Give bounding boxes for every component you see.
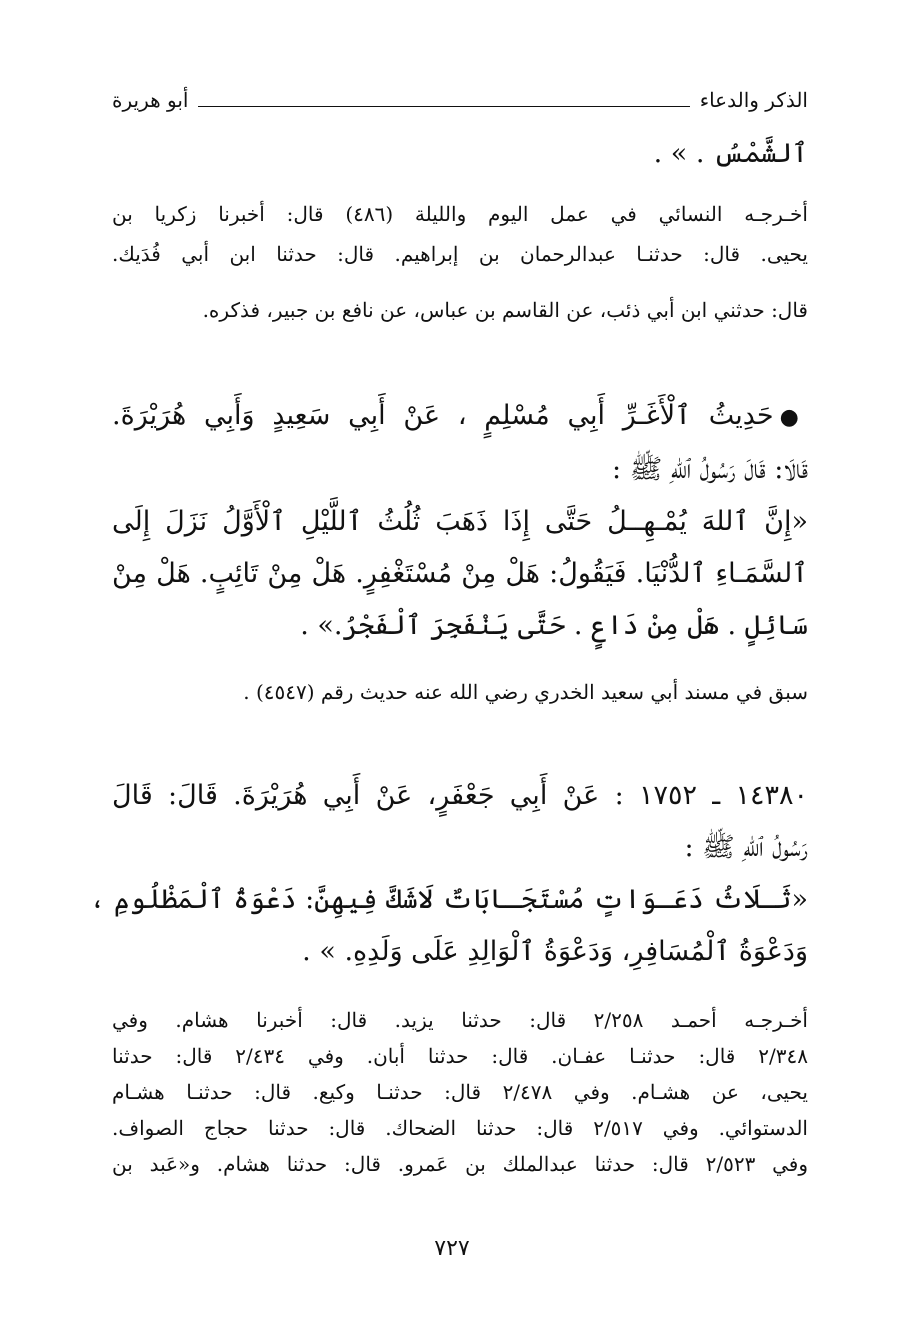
hadith-line: «إِنَّ ٱللهَ يُمْـهِــلُ حَتَّى إِذَا ذَهَبَ ثُلُثُ ٱللَّيْلِ ٱلْأَوَّلُ نَزَلَ إِلَى <box>112 506 808 537</box>
previous-hadith-ending <box>112 128 808 180</box>
footnote-ahmad <box>112 1002 808 1182</box>
footnote-nasai <box>112 194 808 330</box>
hadith-1752 <box>89 770 808 978</box>
note-line: أخـرجـه أحمـد ٢/٢٥٨ قال: حدثنا يزيد. قال: أخبرنا هشام. وفي <box>112 1008 808 1032</box>
page-number: ٧٢٧ <box>434 1236 470 1261</box>
header-section-title: أبو هريرة <box>112 88 189 112</box>
note-line: ٢/٣٤٨ قال: حدثنـا عفـان. قال: حدثنا أبان. وفي ٢/٤٣٤ قال: حدثنا <box>112 1044 808 1068</box>
header-chapter-title: الذكر والدعاء <box>699 88 808 112</box>
note-line: يحيى، عن هشـام. وفي ٢/٤٧٨ قال: حدثنـا وكيع. قال: حدثنـا هشـام <box>112 1080 809 1104</box>
header-rule <box>198 106 689 107</box>
note-line: يحيى. قال: حدثنـا عبدالرحمان بن إبراهيم. قال: حدثنا ابن أبي فُدَيك. <box>112 242 808 266</box>
running-header <box>112 86 808 114</box>
note-line: الدستوائي. وفي ٢/٥١٧ قال: حدثنا الضحاك. قال: حدثنا حجاج الصواف. <box>112 1116 808 1140</box>
hadith-line: ٱلسَّمَـاءِ ٱلدُّنْيَا. فَيَقُولُ: هَلْ مِنْ مُسْتَغْفِرٍ. هَلْ مِنْ تَائِبٍ. هَلْ مِنْ <box>112 558 808 589</box>
footnote-cross-reference <box>112 672 808 712</box>
hadith-aghar <box>112 390 808 652</box>
continuation-text: ٱلشَّمْسُ . » . <box>653 138 808 169</box>
hadith-line: سَائِلٍ . هَلْ مِنْ دَاعٍ . حَتَّى يَنْفَجِرَ ٱلْفَجْرُ.» . <box>300 610 808 641</box>
note-line: سبق في مسند أبي سعيد الخدري رضي الله عنه حديث رقم (٤٥٤٧) . <box>243 680 808 704</box>
note-line: وفي ٢/٥٢٣ قال: حدثنا عبدالملك بن عَمرو. قال: حدثنا هشام. و«عَبد بن <box>112 1152 808 1176</box>
hadith-line: «ثَـلَاثُ دَعَـوَاتٍ مُسْتَجَـابَاتٌ لَاشَكَّ فِيهِنَّ: دَعْوَةُ ٱلْمَظْلُومِ ، <box>89 884 808 915</box>
hadith-line: ●حَدِيثُ ٱلْأَغَـرِّ أَبِي مُسْلِمٍ ، عَنْ أَبِي سَعِيدٍ وَأَبِي هُرَيْرَةَ. <box>112 400 808 431</box>
note-line: أخـرجـه النسائي في عمل اليوم والليلة (٤٨٦) قال: أخبرنا زكريا بن <box>112 202 808 226</box>
hadith-line: قَالَا: قَالَ رَسُولُ ٱللهِ ﷺ : <box>612 454 808 485</box>
bullet-icon: ● <box>779 405 808 430</box>
hadith-line: وَدَعْوَةُ ٱلْمُسَافِرِ، وَدَعْوَةُ ٱلْوَالِدِ عَلَى وَلَدِهِ. » . <box>302 936 808 967</box>
hadith-line: رَسُولُ ٱللهِ ﷺ : <box>684 832 808 863</box>
note-line: قال: حدثني ابن أبي ذئب، عن القاسم بن عباس، عن نافع بن جبير، فذكره. <box>202 298 808 322</box>
hadith-line: ١٤٣٨٠ ـ ١٧٥٢ : عَنْ أَبِي جَعْفَرٍ، عَنْ أَبِي هُرَيْرَةَ. قَالَ: قَالَ <box>112 780 808 811</box>
